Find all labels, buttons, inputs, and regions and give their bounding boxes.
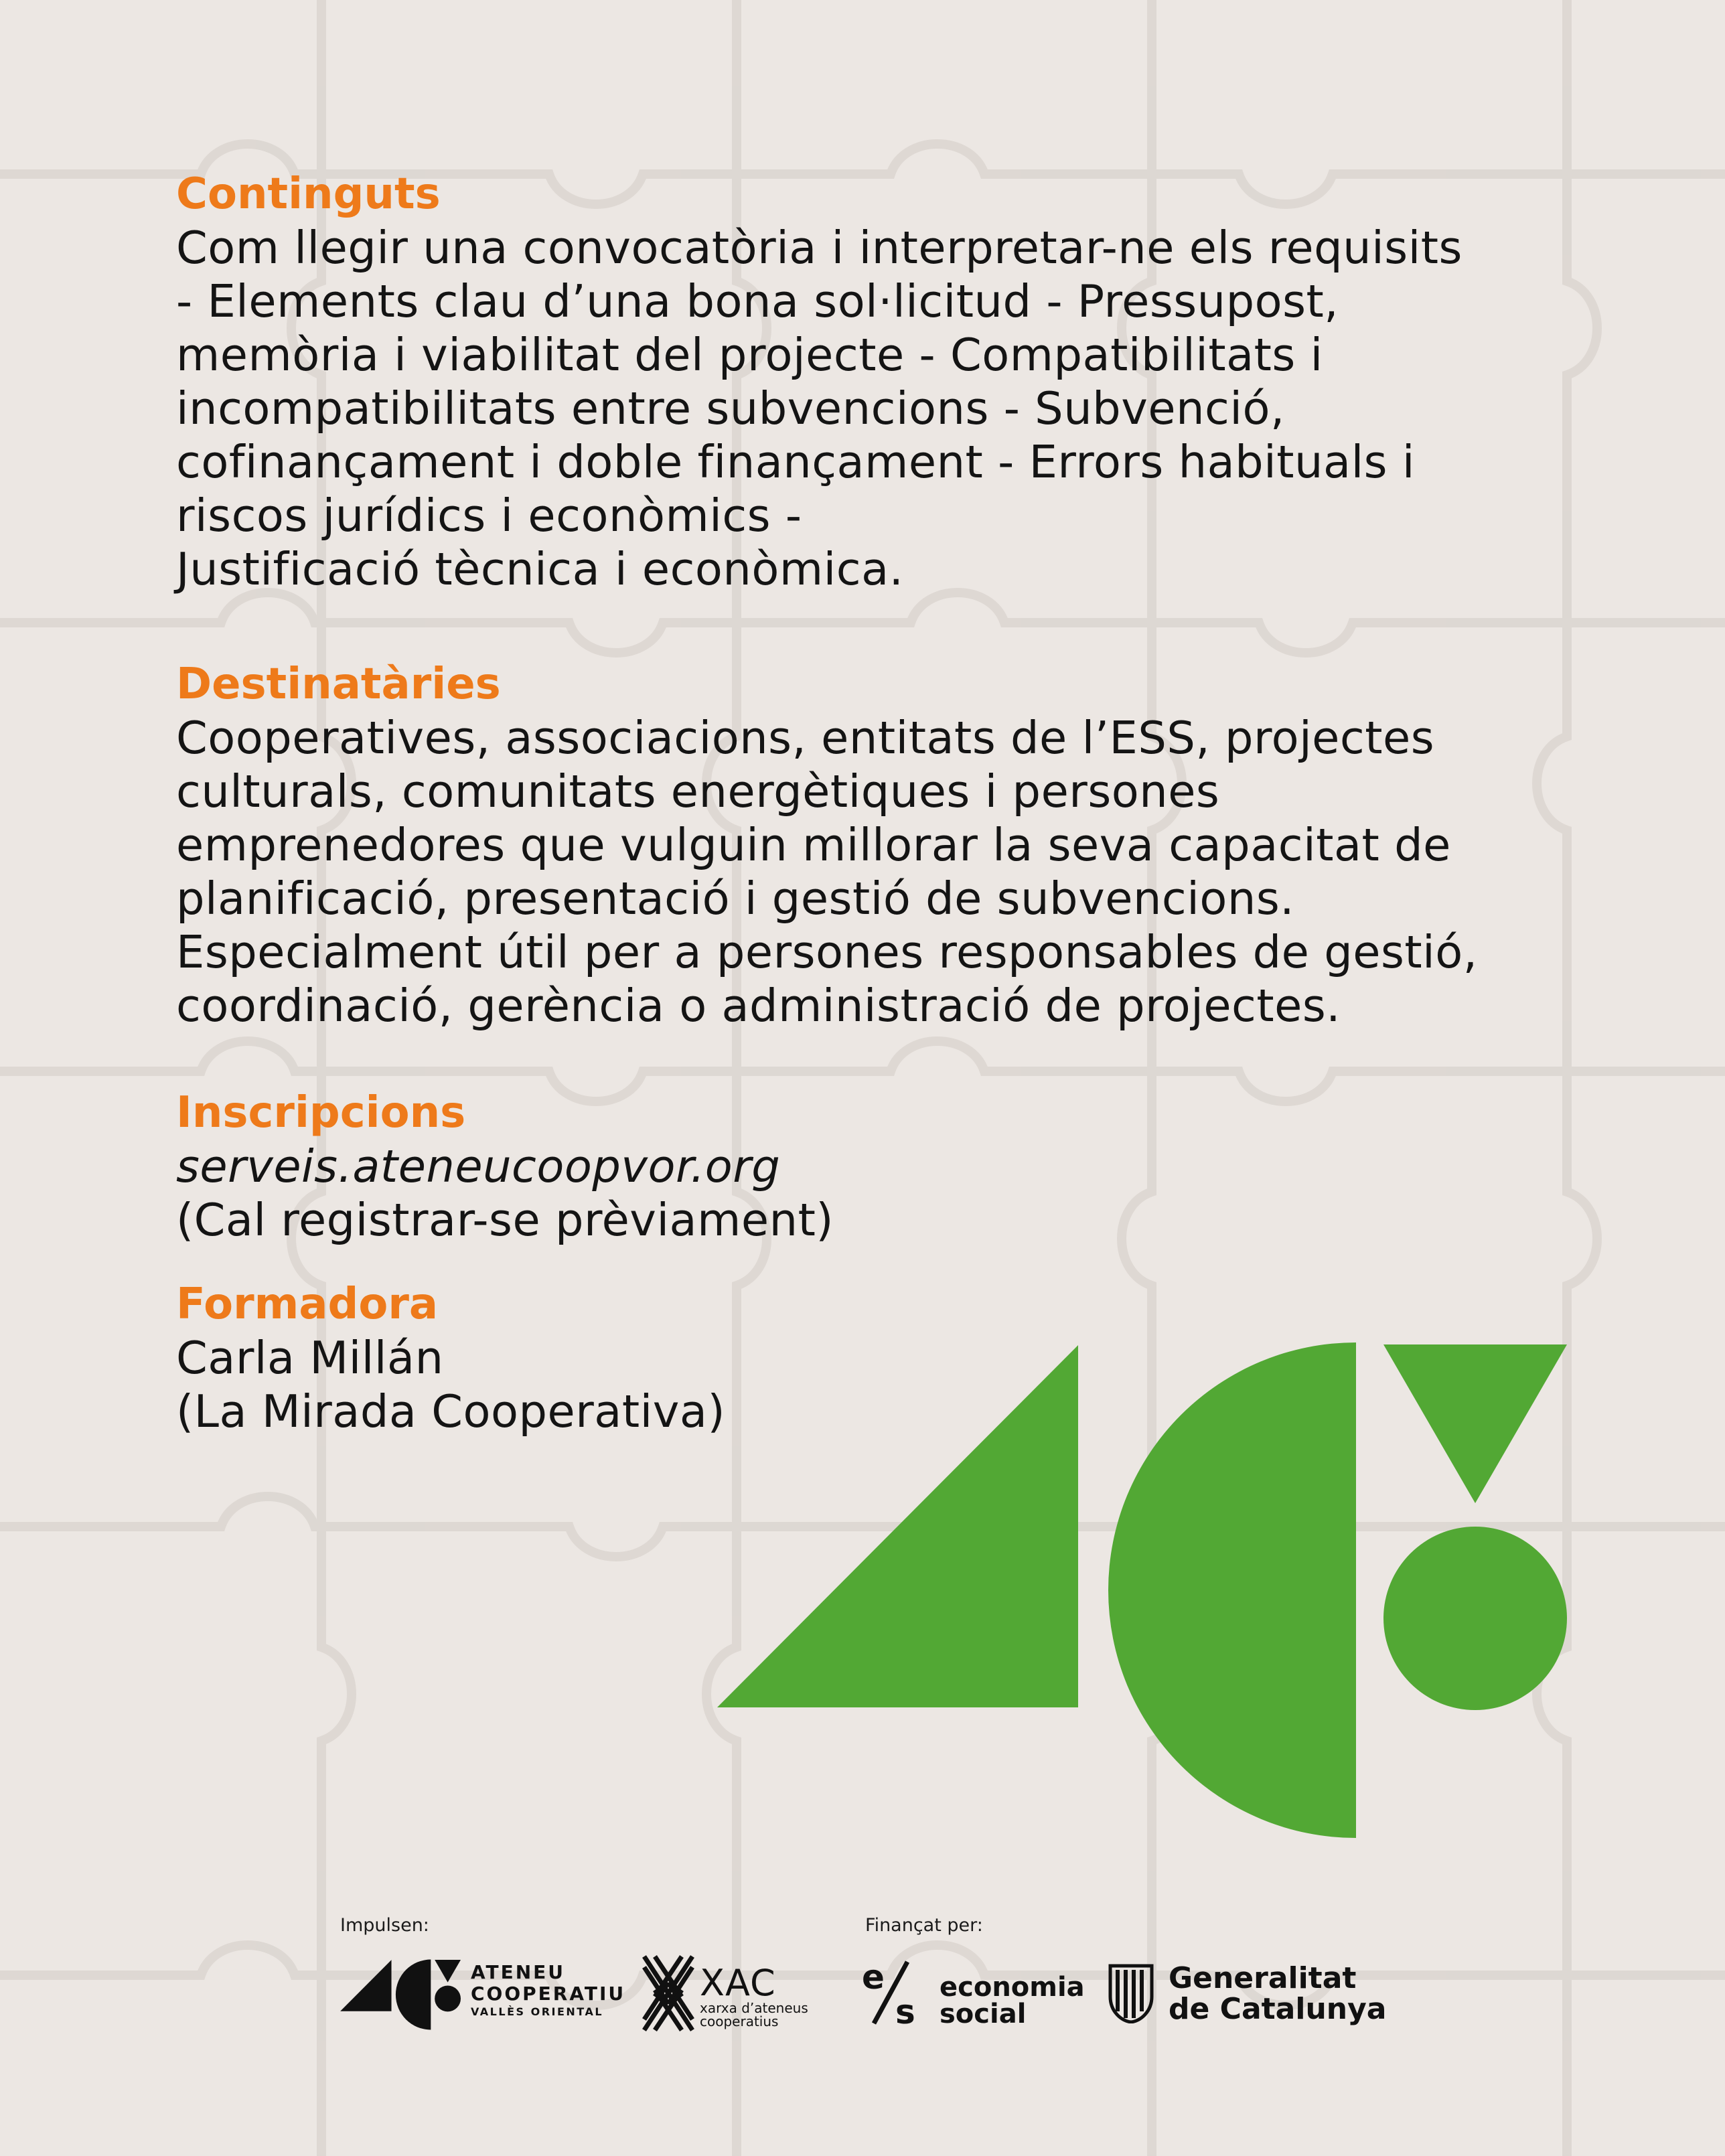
svg-text:e: e: [862, 1958, 885, 1997]
continguts-line: - Elements clau d’una bona sol·licitud - Pressupost,: [176, 275, 1339, 327]
continguts-line: riscos jurídics i econòmics -: [176, 489, 802, 542]
heading-continguts: Continguts: [176, 169, 441, 219]
generalitat-emblem-icon: [1106, 1963, 1156, 2023]
section-continguts: [176, 167, 1556, 596]
heading-formadora: Formadora: [176, 1280, 439, 1329]
section-inscripcions: [176, 1086, 1556, 1247]
formadora-org: (La Mirada Cooperativa): [176, 1385, 726, 1438]
destinataries-line: coordinació, gerència o administració de projectes.: [176, 980, 1341, 1032]
destinataries-line: culturals, comunitats energètiques i persones: [176, 765, 1220, 818]
continguts-line: incompatibilitats entre subvencions - Subvenció,: [176, 382, 1285, 435]
impulsen-label: Impulsen:: [340, 1915, 429, 1936]
generalitat-line2: de Catalunya: [1169, 1992, 1387, 2026]
heading-inscripcions: Inscripcions: [176, 1088, 466, 1138]
xac-sub2: cooperatius: [700, 2013, 779, 2029]
inscripcions-url[interactable]: serveis.ateneucoopvor.org: [176, 1140, 781, 1192]
generalitat-text: [1169, 1963, 1386, 2025]
ateneu-logo-small: [340, 1958, 461, 2031]
continguts-line: Justificació tècnica i econòmica.: [176, 543, 904, 595]
heading-destinataries: Destinatàries: [176, 660, 501, 709]
economia-line1: economia: [940, 1972, 1085, 2003]
continguts-line: Com llegir una convocatòria i interpretar-ne els requisits: [176, 222, 1462, 274]
xac-logo-text: [700, 1962, 808, 2029]
logo-half-circle: [1108, 1342, 1356, 1838]
section-destinataries: [176, 658, 1556, 1032]
ateneu-line3: VALLÈS ORIENTAL: [471, 2005, 604, 2018]
continguts-line: memòria i viabilitat del projecte - Compatibilitats i: [176, 329, 1323, 381]
destinataries-line: Especialment útil per a persones responsables de gestió,: [176, 926, 1478, 978]
xac-sub1: xarxa d’ateneus: [700, 2000, 808, 2016]
ateneu-line1: ATENEU: [471, 1961, 566, 1983]
xac-title: XAC: [700, 1962, 776, 2004]
destinataries-line: Cooperatives, associacions, entitats de l’ESS, projectes: [176, 712, 1435, 764]
continguts-line: cofinançament i doble finançament - Errors habituals i: [176, 436, 1416, 488]
ateneu-line2: COOPERATIU: [471, 1983, 626, 2005]
inscripcions-note: (Cal registrar-se prèviament): [176, 1194, 834, 1246]
xac-logo-icon: [642, 1954, 695, 2033]
destinataries-line: planificació, presentació i gestió de subvencions.: [176, 872, 1295, 925]
economia-social-text: [940, 1974, 1085, 2027]
financat-label: Finançat per:: [865, 1915, 983, 1936]
economia-line2: social: [940, 1999, 1027, 2029]
logo-small-triangle: [1383, 1344, 1567, 1503]
formadora-name: Carla Millán: [176, 1332, 444, 1384]
destinataries-line: emprenedores que vulguin millorar la seva capacitat de: [176, 819, 1451, 871]
svg-text:s: s: [895, 1993, 915, 2029]
economia-social-icon: [860, 1956, 933, 2029]
generalitat-line1: Generalitat: [1169, 1961, 1357, 1995]
logo-dot: [1383, 1527, 1567, 1710]
ateneu-logo-text: [471, 1962, 625, 2019]
ateneu-logo-large: [717, 1342, 1567, 1838]
logo-triangle: [717, 1345, 1078, 1707]
